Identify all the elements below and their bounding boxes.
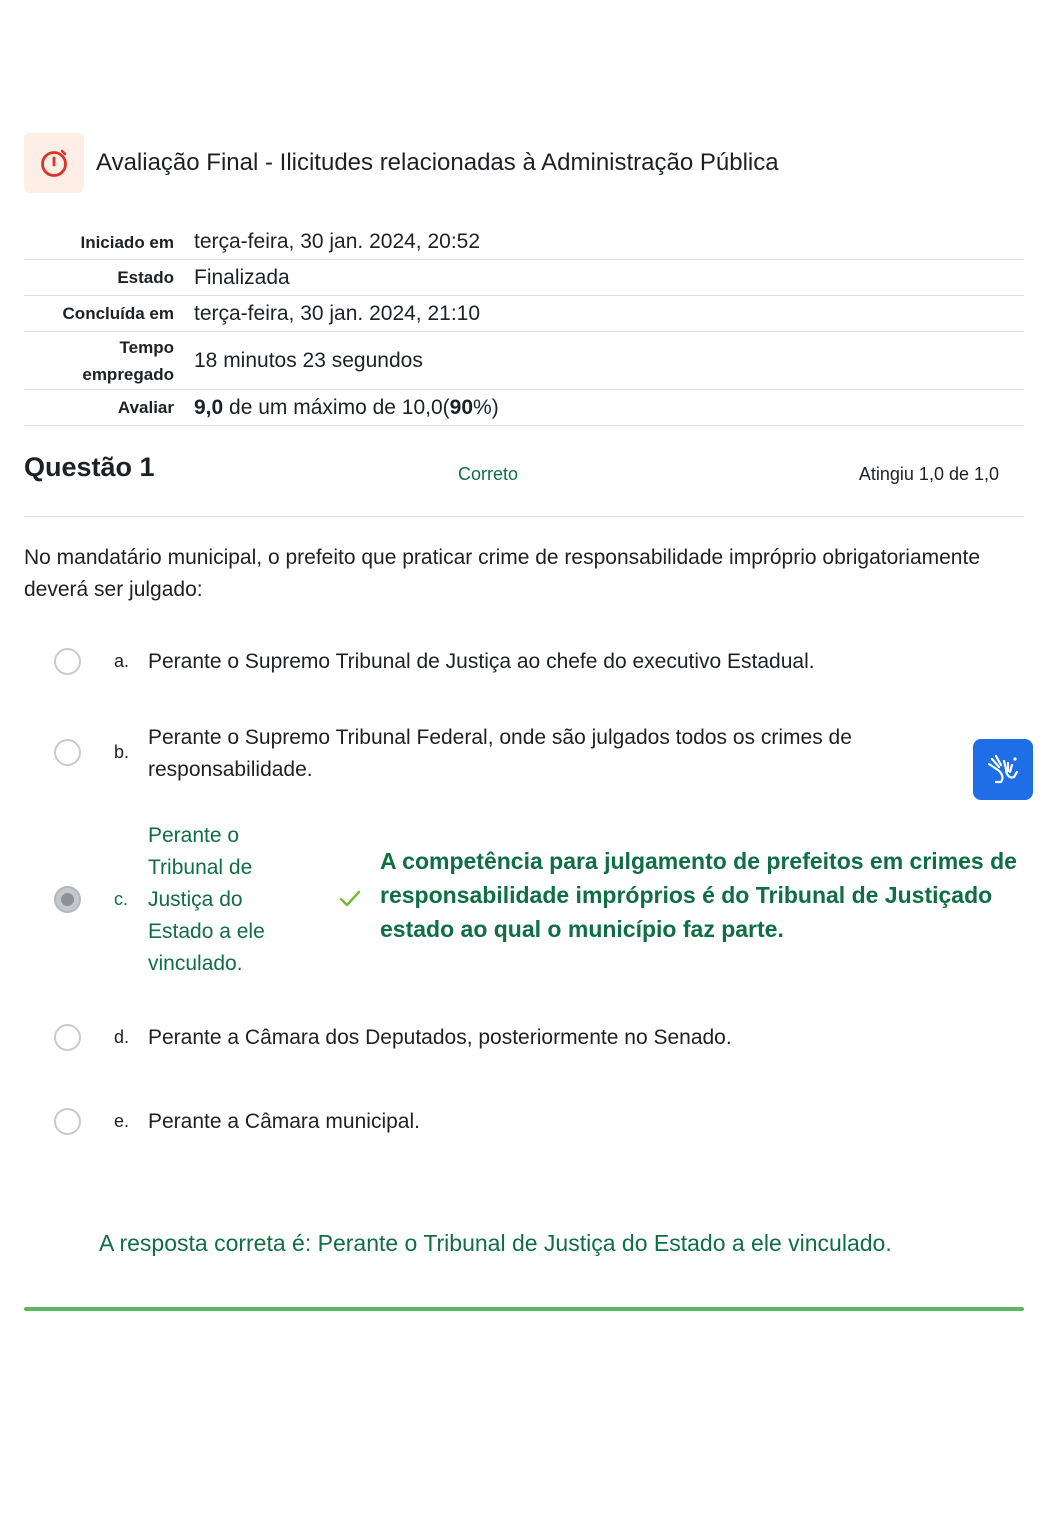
answer-option-d[interactable]: [54, 1022, 1024, 1054]
answer-text-line: Tribunal de: [148, 856, 253, 879]
started-label: Iniciado em: [80, 232, 174, 252]
time-label-line2: empregado: [82, 364, 174, 384]
answer-letter: b.: [114, 742, 130, 762]
state-value: Finalizada: [194, 265, 290, 289]
answer-letter: a.: [114, 651, 130, 671]
answer-text-line: vinculado.: [148, 952, 243, 975]
answer-letter: d.: [114, 1027, 130, 1047]
quiz-header: [24, 133, 779, 193]
question-header: [24, 452, 1024, 517]
question-state: Correto: [458, 464, 519, 484]
quiz-title: Avaliação Final - Ilicitudes relacionadas à Administração Pública: [96, 149, 779, 176]
sign-language-hands-icon: [984, 751, 1022, 789]
grade-label: Avaliar: [117, 398, 174, 417]
time-value: 18 minutos 23 segundos: [194, 348, 423, 372]
summary-row-completed: [24, 296, 1024, 332]
radio-e[interactable]: [54, 1108, 81, 1135]
correct-check-icon: [338, 888, 362, 910]
summary-row-grade: [24, 390, 1024, 426]
answer-feedback: A competência para julgamento de prefeitos em crimes de responsabilidade impróprios é do Tribunal de Justiçado estado ao qual o município faz parte.: [380, 848, 1017, 942]
grade-value: [194, 396, 499, 420]
answer-option-a[interactable]: [54, 646, 1024, 678]
answer-option-c[interactable]: [54, 820, 1024, 980]
answer-text-line: Perante o: [148, 824, 240, 847]
grade-percent: 90: [449, 395, 474, 419]
answer-text-line: Perante o Supremo Tribunal Federal, onde são julgados todos os crimes de: [148, 726, 852, 749]
time-label-line1: Tempo: [119, 337, 174, 357]
grade-score: 9,0: [194, 395, 224, 419]
stopwatch-icon: [39, 148, 69, 178]
quiz-icon-container: [24, 133, 84, 193]
answer-option-e[interactable]: [54, 1106, 1024, 1138]
answer-letter: c.: [114, 889, 129, 909]
summary-row-time: [24, 332, 1024, 390]
grade-end: %): [473, 395, 499, 419]
radio-b[interactable]: [54, 739, 81, 766]
question-number: Questão 1: [24, 452, 155, 482]
grade-middle: de um máximo de 10,0(: [229, 395, 450, 419]
feedback-divider: [24, 1307, 1024, 1311]
state-label: Estado: [117, 268, 174, 287]
answer-text-line: Justiça do: [148, 888, 243, 911]
completed-value: terça-feira, 30 jan. 2024, 21:10: [194, 301, 481, 325]
right-answer-text: A resposta correta é: Perante o Tribunal de Justiça do Estado a ele vinculado.: [99, 1230, 892, 1256]
question-text: No mandatário municipal, o prefeito que praticar crime de responsabilidade impróprio obrigatoriamente deverá ser julgado:: [24, 546, 981, 601]
time-label: [24, 334, 194, 388]
summary-row-state: [24, 260, 1024, 296]
started-value: terça-feira, 30 jan. 2024, 20:52: [194, 230, 481, 253]
radio-a[interactable]: [54, 648, 81, 675]
question-grade: Atingiu 1,0 de 1,0: [858, 464, 999, 484]
answer-text: Perante o Supremo Tribunal de Justiça ao chefe do executivo Estadual.: [148, 650, 815, 673]
completed-label: Concluída em: [62, 304, 174, 323]
answer-text: Perante a Câmara dos Deputados, posteriormente no Senado.: [148, 1026, 732, 1049]
attempt-summary-table: [24, 225, 1024, 426]
answer-option-b[interactable]: [54, 722, 1024, 786]
radio-c-selected[interactable]: [54, 886, 81, 913]
answer-text: [148, 820, 265, 980]
answer-text-line: Estado a ele: [148, 920, 265, 943]
radio-d[interactable]: [54, 1024, 81, 1051]
summary-row-started: [24, 225, 1024, 260]
answer-text-line: responsabilidade.: [148, 758, 313, 781]
sign-language-accessibility-button[interactable]: [973, 739, 1033, 800]
answer-text: [148, 722, 852, 786]
answer-text: Perante a Câmara municipal.: [148, 1110, 420, 1133]
answer-letter: e.: [114, 1111, 130, 1131]
